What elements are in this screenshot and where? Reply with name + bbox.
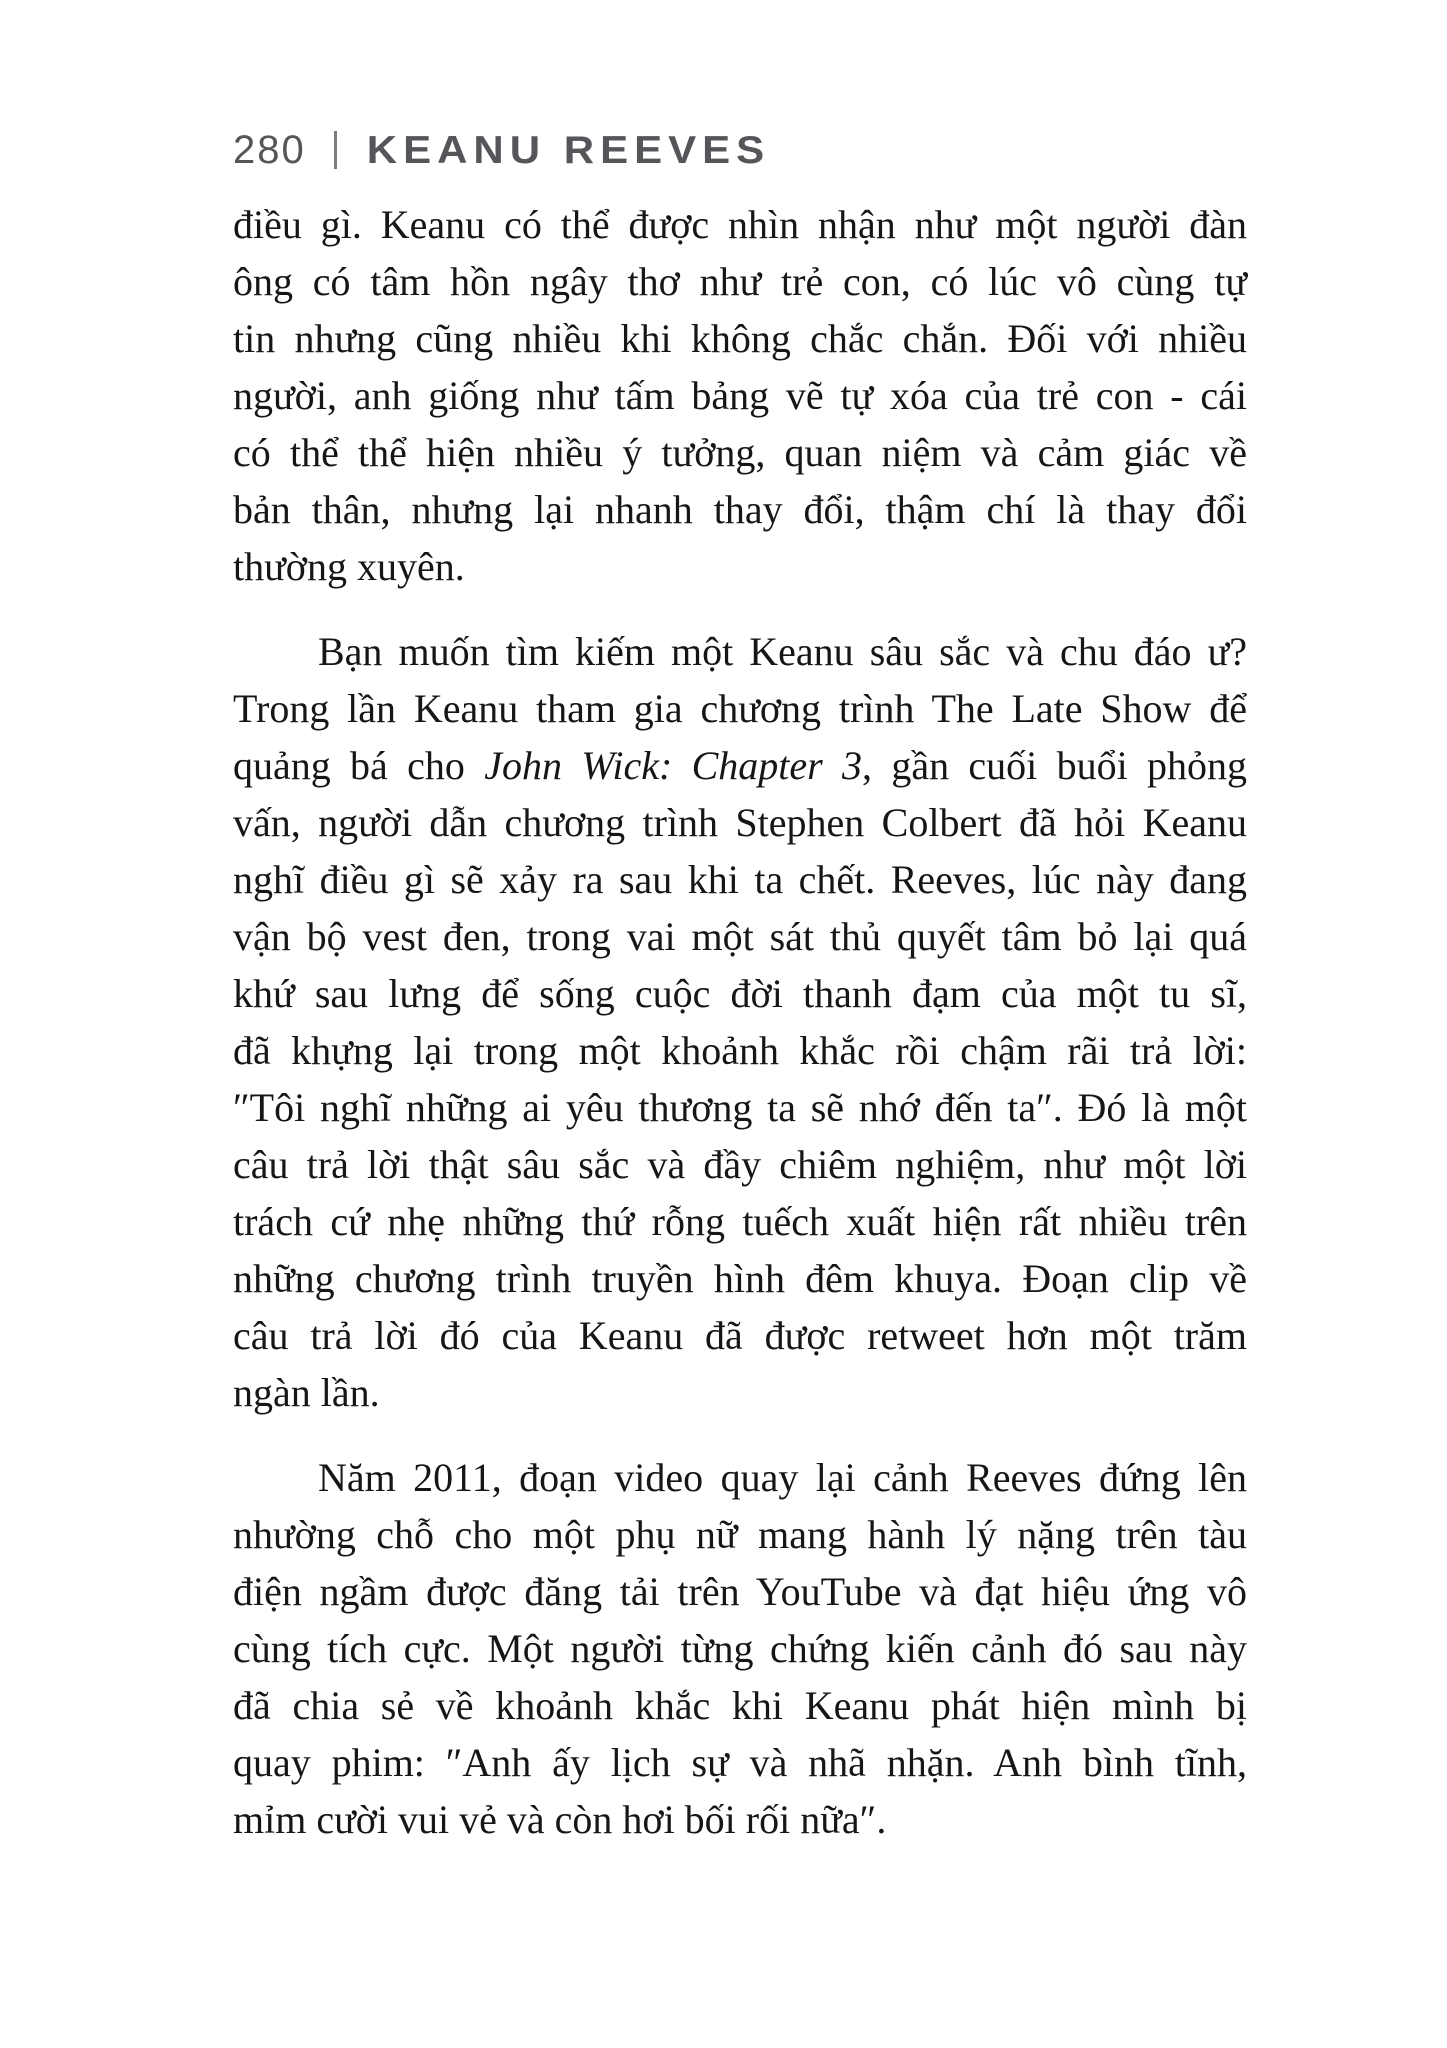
text-line — [233, 1193, 1247, 1250]
text-segment: đã chia sẻ về khoảnh khắc khi Keanu phát hiện mình bị — [233, 1683, 1247, 1728]
header-divider — [334, 131, 337, 169]
text-segment: câu trả lời thật sâu sắc và đầy chiêm nghiệm, như một lời — [233, 1142, 1247, 1187]
text-line — [233, 253, 1247, 310]
text-line — [233, 538, 1247, 595]
text-line — [233, 1250, 1247, 1307]
running-title: KEANU REEVES — [366, 127, 771, 172]
text-line — [233, 1506, 1247, 1563]
paragraph — [233, 1449, 1247, 1848]
text-segment: ngàn lần. — [233, 1370, 380, 1415]
text-line — [233, 1563, 1247, 1620]
text-line — [233, 1677, 1247, 1734]
text-segment: những chương trình truyền hình đêm khuya. Đoạn clip về — [233, 1256, 1247, 1301]
text-line — [233, 424, 1247, 481]
text-line — [233, 851, 1247, 908]
text-line — [233, 1364, 1247, 1421]
page-header — [233, 126, 770, 174]
text-segment: câu trả lời đó của Keanu đã được retweet hơn một trăm — [233, 1313, 1247, 1358]
text-segment: tin nhưng cũng nhiều khi không chắc chắn. Đối với nhiều — [233, 316, 1247, 361]
italic-title-text: John Wick: Chapter 3 — [484, 743, 863, 788]
text-segment: ″Tôi nghĩ những ai yêu thương ta sẽ nhớ đến ta″. Đó là một — [233, 1085, 1247, 1130]
text-segment: khứ sau lưng để sống cuộc đời thanh đạm của một tu sĩ, — [233, 971, 1247, 1016]
text-segment: thường xuyên. — [233, 544, 465, 589]
text-line — [233, 623, 1247, 680]
text-segment: vận bộ vest đen, trong vai một sát thủ quyết tâm bỏ lại quá — [233, 914, 1247, 959]
text-line — [233, 196, 1247, 253]
text-line — [233, 1022, 1247, 1079]
text-line — [233, 1734, 1247, 1791]
text-segment: đã khựng lại trong một khoảnh khắc rồi chậm rãi trả lời: — [233, 1028, 1247, 1073]
text-line — [233, 1307, 1247, 1364]
text-segment: cùng tích cực. Một người từng chứng kiến cảnh đó sau này — [233, 1626, 1247, 1671]
text-line — [233, 310, 1247, 367]
text-line — [233, 1449, 1247, 1506]
page-number: 280 — [233, 127, 306, 172]
text-line — [233, 1136, 1247, 1193]
text-segment: Trong lần Keanu tham gia chương trình The Late Show để — [233, 686, 1247, 731]
text-segment: quảng bá cho — [233, 743, 485, 788]
text-segment: nhường chỗ cho một phụ nữ mang hành lý nặng trên tàu — [233, 1512, 1247, 1557]
text-line — [233, 965, 1247, 1022]
text-segment: Bạn muốn tìm kiếm một Keanu sâu sắc và chu đáo ư? — [318, 629, 1247, 674]
text-line — [233, 1620, 1247, 1677]
text-segment: , gần cuối buổi phỏng — [862, 743, 1248, 788]
text-segment: điện ngầm được đăng tải trên YouTube và đạt hiệu ứng vô — [233, 1569, 1247, 1614]
paragraph — [233, 623, 1247, 1421]
text-segment: mỉm cười vui vẻ và còn hơi bối rối nữa″. — [233, 1797, 887, 1842]
text-line — [233, 1079, 1247, 1136]
text-segment: nghĩ điều gì sẽ xảy ra sau khi ta chết. Reeves, lúc này đang — [233, 857, 1247, 902]
text-line — [233, 908, 1247, 965]
text-line — [233, 481, 1247, 538]
text-line — [233, 794, 1247, 851]
text-segment: bản thân, nhưng lại nhanh thay đổi, thậm chí là thay đổi — [233, 487, 1247, 532]
text-segment: vấn, người dẫn chương trình Stephen Colbert đã hỏi Keanu — [233, 800, 1247, 845]
text-segment: trách cứ nhẹ những thứ rỗng tuếch xuất hiện rất nhiều trên — [233, 1199, 1247, 1244]
text-line — [233, 1791, 1247, 1848]
text-line — [233, 680, 1247, 737]
text-segment: điều gì. Keanu có thể được nhìn nhận như một người đàn — [233, 202, 1247, 247]
text-segment: quay phim: ″Anh ấy lịch sự và nhã nhặn. Anh bình tĩnh, — [233, 1740, 1247, 1785]
text-segment: người, anh giống như tấm bảng vẽ tự xóa của trẻ con - cái — [233, 373, 1247, 418]
text-line — [233, 737, 1247, 794]
paragraph — [233, 196, 1247, 595]
body-text — [233, 196, 1247, 1848]
text-segment: ông có tâm hồn ngây thơ như trẻ con, có lúc vô cùng tự — [233, 259, 1247, 304]
text-segment: Năm 2011, đoạn video quay lại cảnh Reeves đứng lên — [318, 1455, 1247, 1500]
text-line — [233, 367, 1247, 424]
text-segment: có thể thể hiện nhiều ý tưởng, quan niệm và cảm giác về — [233, 430, 1247, 475]
